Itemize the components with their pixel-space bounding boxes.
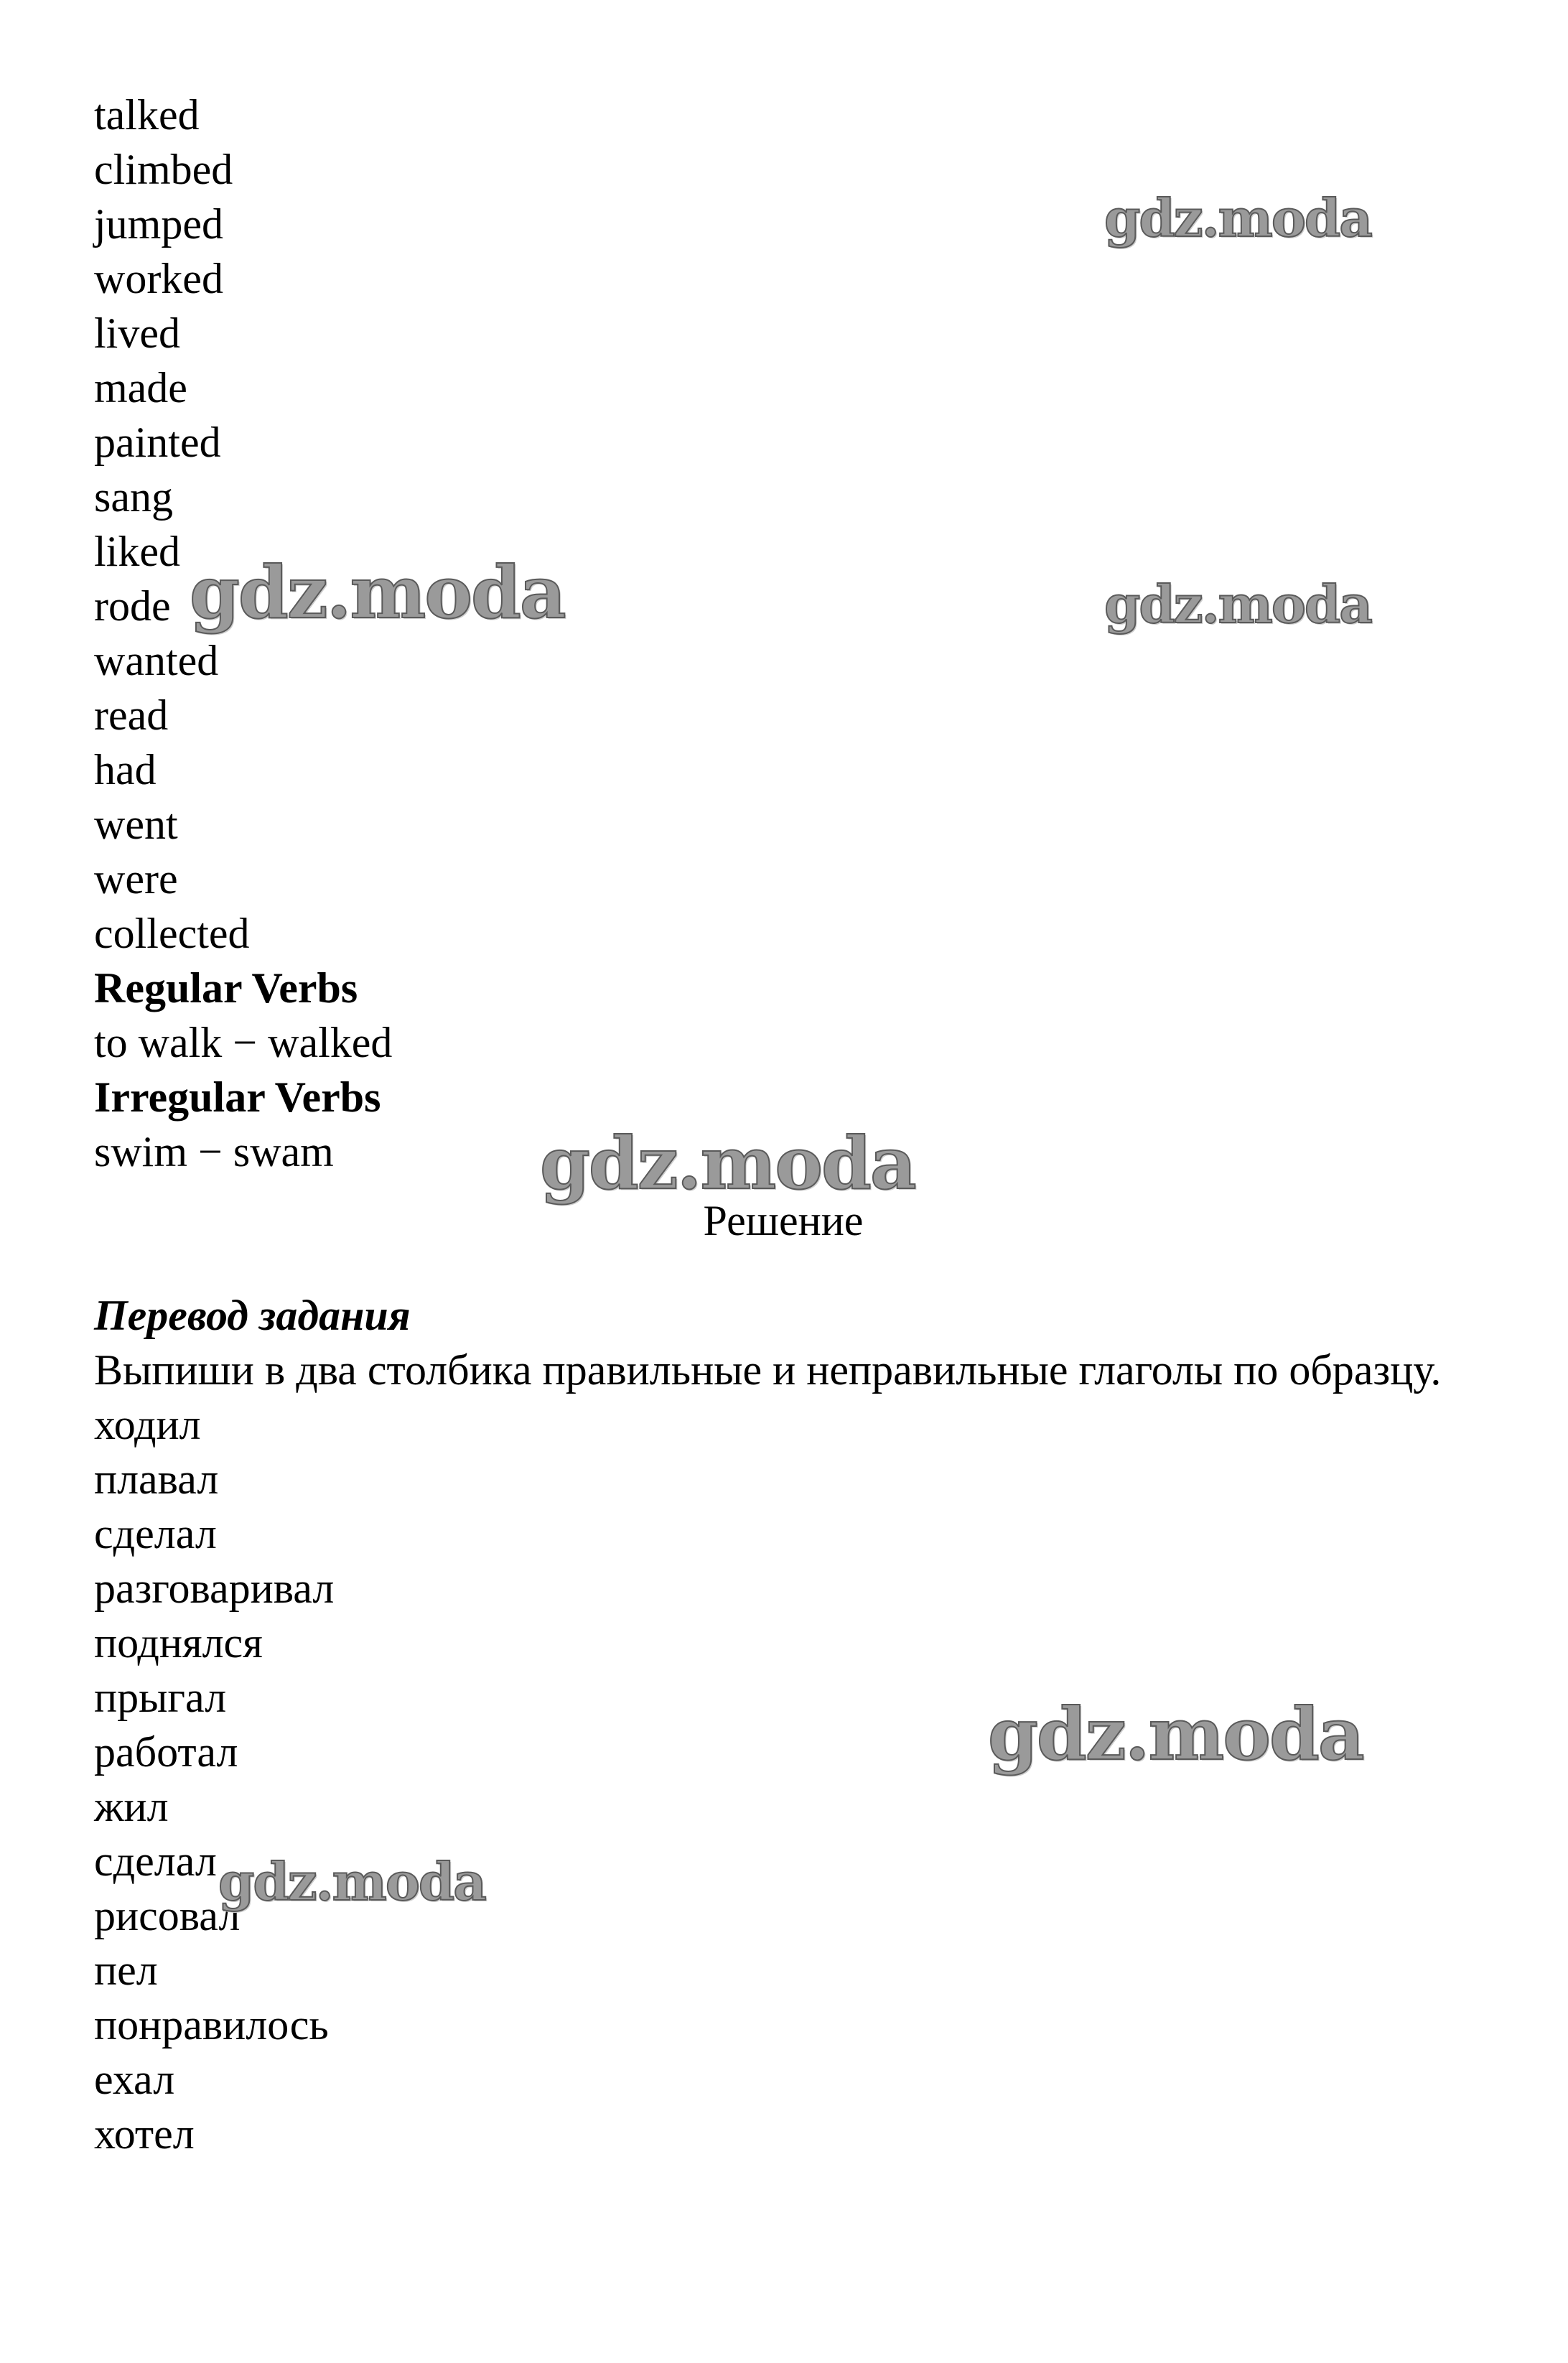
verb-line: collected: [94, 910, 250, 957]
irregular-verbs-heading: Irregular Verbs: [94, 1073, 381, 1121]
verb-line: sang: [94, 473, 173, 521]
translation-line: сделал: [94, 1510, 217, 1557]
verb-line: were: [94, 855, 178, 903]
watermark: gdz.moda: [190, 550, 565, 635]
translation-line: поднялся: [94, 1619, 263, 1667]
translation-line: пел: [94, 1947, 158, 1994]
verb-line: liked: [94, 528, 180, 575]
translation-line: рисовал: [94, 1892, 241, 1939]
verb-line: climbed: [94, 146, 233, 193]
translation-line: разговаривал: [94, 1565, 335, 1612]
translation-line: ходил: [94, 1401, 201, 1448]
regular-verbs-heading: Regular Verbs: [94, 964, 358, 1012]
watermark: gdz.moda: [988, 1692, 1363, 1776]
verb-line: jumped: [94, 200, 223, 248]
translation-line: хотел: [94, 2110, 195, 2158]
translation-instructions: Выпиши в два столбика правильные и неправильные глаголы по образцу.: [94, 1346, 1442, 1394]
translation-heading: Перевод задания: [94, 1292, 411, 1339]
translation-line: сделал: [94, 1837, 217, 1885]
translation-line: плавал: [94, 1455, 219, 1503]
verb-line: worked: [94, 255, 223, 302]
translation-line: понравилось: [94, 2001, 329, 2049]
verb-line: lived: [94, 309, 180, 357]
verb-line: made: [94, 364, 187, 411]
verb-line: rode: [94, 582, 171, 630]
verb-line: painted: [94, 419, 221, 466]
verb-line: went: [94, 801, 178, 848]
verb-line: read: [94, 691, 169, 739]
verb-line: wanted: [94, 637, 219, 684]
translation-line: ехал: [94, 2056, 175, 2103]
watermark: gdz.moda: [1104, 574, 1371, 635]
irregular-verbs-example: swim − swam: [94, 1128, 334, 1175]
watermark: gdz.moda: [1104, 187, 1371, 248]
solution-heading: Решение: [703, 1197, 864, 1244]
watermark: gdz.moda: [218, 1851, 485, 1912]
translation-line: работал: [94, 1728, 238, 1776]
regular-verbs-example: to walk − walked: [94, 1019, 393, 1066]
watermark: gdz.moda: [540, 1121, 915, 1206]
translation-line: прыгал: [94, 1674, 227, 1721]
verb-line: had: [94, 746, 157, 793]
translation-line: жил: [94, 1783, 169, 1830]
verb-line: talked: [94, 91, 200, 139]
